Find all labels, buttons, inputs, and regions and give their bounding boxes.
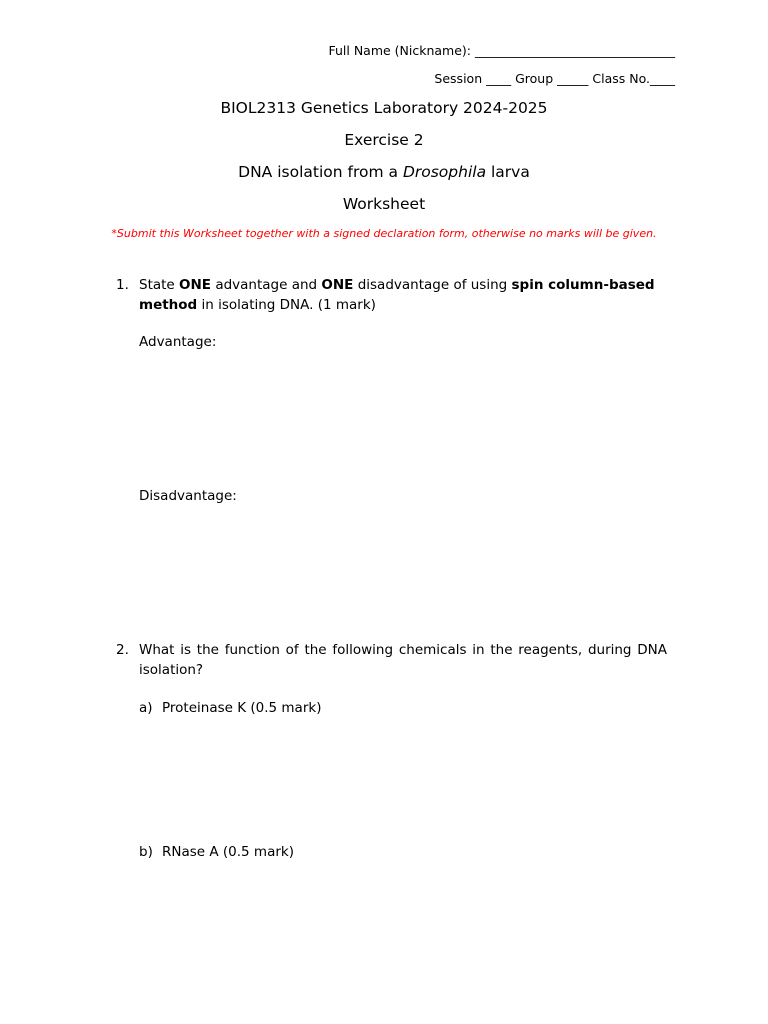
question-2-text: What is the function of the following chemicals in the reagents, during DNA isolation? bbox=[139, 642, 667, 678]
subitem-a-letter: a) bbox=[139, 700, 153, 716]
full-name-line bbox=[328, 43, 675, 58]
question-1-text bbox=[139, 276, 667, 315]
group-blank: _____ bbox=[557, 71, 589, 86]
q1-text-part: advantage and bbox=[211, 277, 322, 293]
subitem-a bbox=[139, 700, 321, 716]
full-name-text: Full Name (Nickname): ________________________________ bbox=[328, 43, 675, 58]
class-blank: ____ bbox=[650, 71, 675, 86]
submission-notice: *Submit this Worksheet together with a signed declaration form, otherwise no marks will be given. bbox=[111, 227, 657, 240]
q1-text-part: disadvantage of using bbox=[353, 277, 512, 293]
topic-title bbox=[0, 163, 768, 181]
session-blank: ____ bbox=[486, 71, 512, 86]
group-label: Group bbox=[515, 71, 554, 86]
topic-prefix: DNA isolation from a bbox=[238, 163, 403, 181]
disadvantage-label: Disadvantage: bbox=[139, 488, 237, 504]
subitem-b-text: RNase A (0.5 mark) bbox=[162, 844, 294, 860]
topic-italic: Drosophila bbox=[402, 163, 487, 181]
exercise-title: Exercise 2 bbox=[344, 131, 424, 149]
q1-bold-method: spin column-based method bbox=[139, 277, 655, 313]
q1-bold-one: ONE bbox=[179, 277, 212, 293]
q1-text-part: in isolating DNA. (1 mark) bbox=[197, 296, 376, 313]
class-label: Class No. bbox=[592, 71, 650, 86]
subitem-a-text: Proteinase K (0.5 mark) bbox=[162, 700, 322, 716]
q1-text-part: State bbox=[139, 277, 180, 293]
subitem-b-letter: b) bbox=[139, 844, 153, 860]
session-label: Session bbox=[434, 71, 483, 86]
course-title: BIOL2313 Genetics Laboratory 2024-2025 bbox=[220, 99, 548, 117]
worksheet-title: Worksheet bbox=[342, 195, 426, 213]
advantage-label: Advantage: bbox=[139, 334, 217, 350]
question-1-number: 1. bbox=[116, 277, 129, 293]
topic-suffix: larva bbox=[486, 163, 530, 181]
session-group-class-line bbox=[434, 71, 675, 86]
subitem-b bbox=[139, 844, 294, 860]
q1-bold-one: ONE bbox=[321, 277, 354, 293]
question-2-number: 2. bbox=[116, 642, 129, 658]
